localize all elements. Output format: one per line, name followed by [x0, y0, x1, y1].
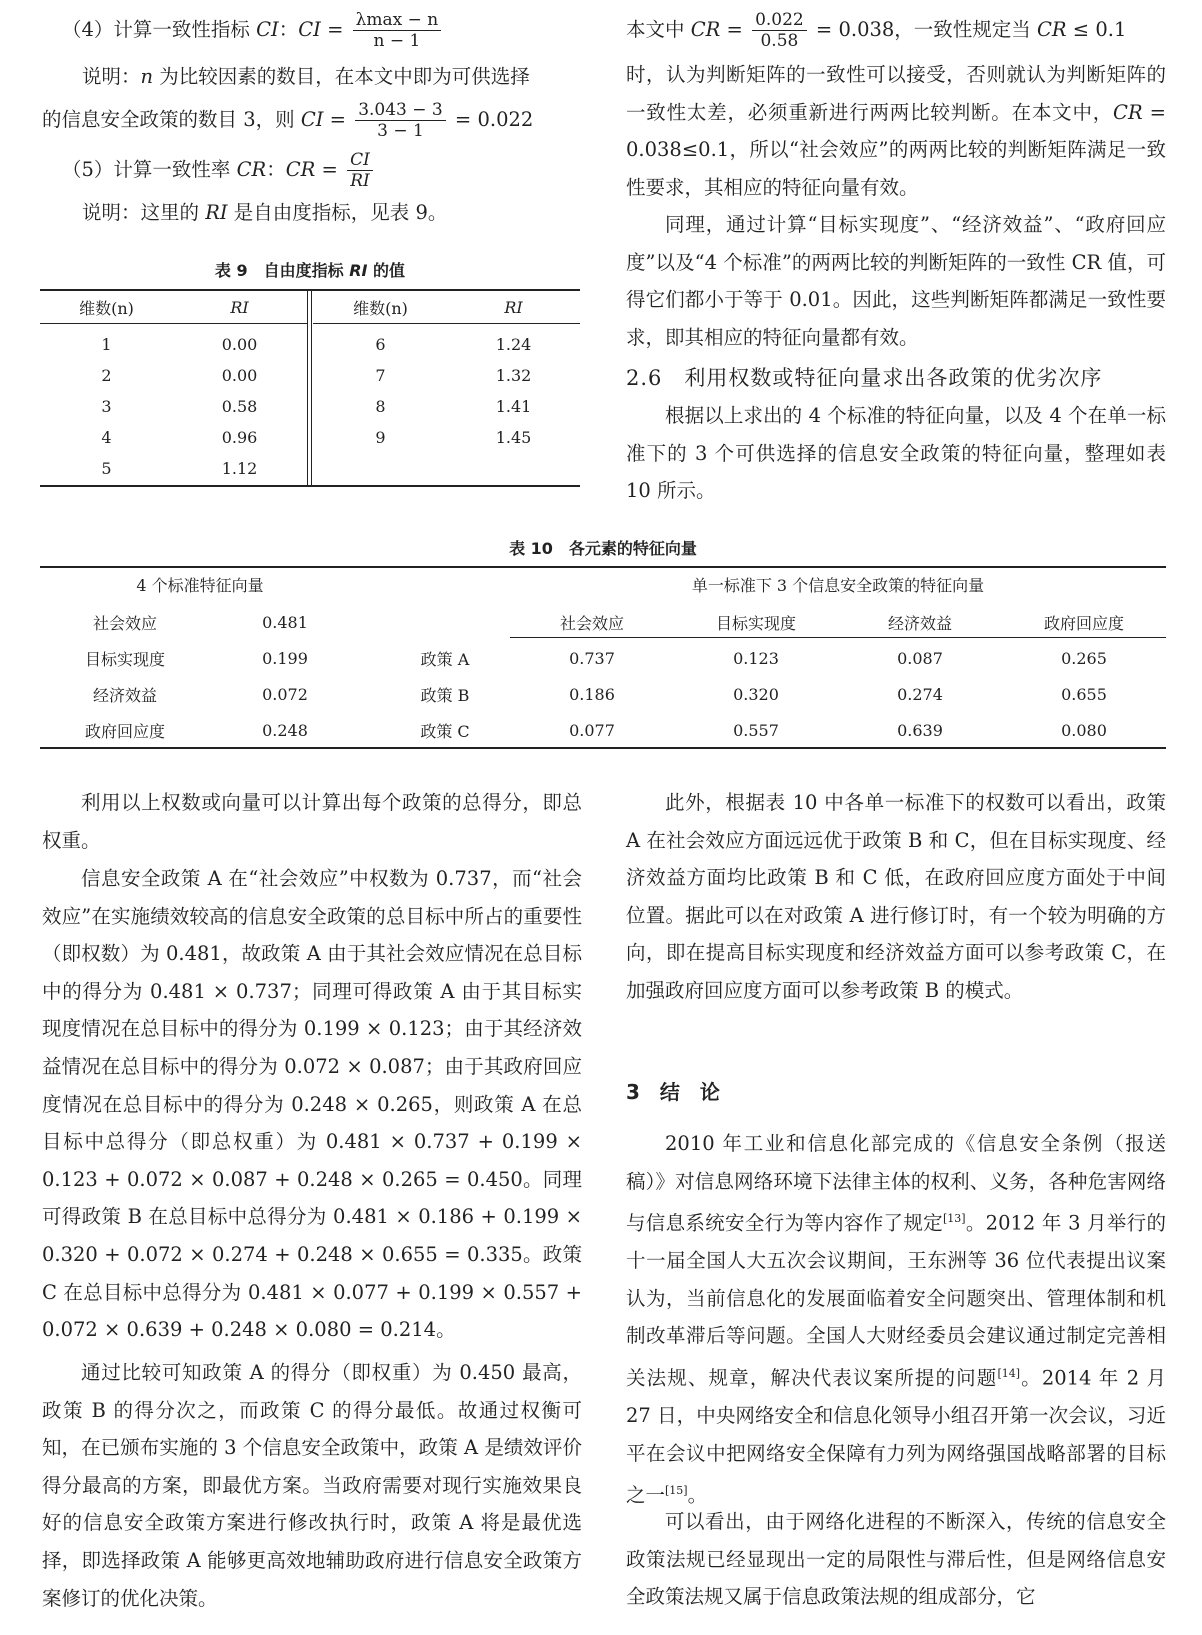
note-ri-line: 说明：这里的 RI 是自由度指标，见表 9。 [82, 201, 448, 224]
table10-caption: 表 10 各元素的特征向量 [509, 539, 697, 558]
table9-divider-2 [311, 290, 312, 486]
table9-header-ri: RI [504, 298, 523, 317]
table-row: 9 1.45 [375, 428, 532, 447]
step5-line: （5）计算一致性率 CR：CR = $\frac{CI}{RI}$ [62, 150, 582, 191]
consistency-paragraph: 时，认为判断矩阵的一致性可以接受，否则就认为判断矩阵的一致性太差，必须重新进行两两比较判断。在本文中，CR = 0.038≤0.1，所以“社会效应”的两两比较的判断矩阵满足一致性要求，其相应的特征向量有效。 [626, 63, 1166, 199]
section-heading-2-6: 2.6 利用权数或特征向量求出各政策的优劣次序 [626, 366, 1103, 390]
table10-right-header: 单一标准下 3 个信息安全政策的特征向量 [691, 576, 985, 595]
table-row: 8 1.41 [375, 397, 532, 416]
comparison-paragraph: 通过比较可知政策 A 的得分（即权重）为 0.450 最高，政策 B 的得分次之，而政策 C 的得分最低。故通过权衡可知，在已颁布实施的 3 个信息安全政策中，政策 A 是绩效评价得分最高的方案，即最优方案。当政府需要对现行实施效果良好的信息安全政策方案进行修改执行时，政策 A 将是最优选择，即选择政策 A 能够更高效地辅助政府进行信息安全政策方案修订的优化决策。 [42, 1361, 582, 1610]
table9-divider-1 [307, 290, 308, 486]
total-weight-paragraph: 利用以上权数或向量可以计算出每个政策的总得分，即总权重。 [42, 791, 582, 852]
table10-left-header: 4 个标准特征向量 [136, 576, 264, 595]
citation-15[interactable]: [15] [665, 1484, 688, 1498]
table10-sub-header-row: 社会效应 目标实现度 经济效益 政府回应度 [559, 613, 1124, 633]
table-row: 4 0.96 [101, 428, 258, 447]
table-row: 政策 B 0.186 0.320 0.274 0.655 [420, 684, 1107, 705]
cr-value-line: 本文中 CR = $\frac{0.022}{0.58}$ = 0.038，一致性规定当 CR ≤ 0.1 [626, 10, 1127, 51]
table10-top-rule [40, 566, 1166, 568]
table-row: 5 1.12 [101, 459, 258, 478]
ci-value-line: 的信息安全政策的数目 3，则 CI = $\frac{3.043 - 3}{3 - 1}$ = 0.022 [42, 100, 534, 141]
table-row: 政策 C 0.077 0.557 0.639 0.080 [420, 720, 1107, 741]
table10-criteria [40, 604, 360, 748]
note-n-line: 说明：n 为比较因素的数目，在本文中即为可供选择 [82, 65, 530, 88]
citation-14[interactable]: [14] [997, 1367, 1021, 1381]
table-row: 1 0.00 [101, 335, 258, 354]
table-row: 目标实现度 0.199 [84, 648, 308, 669]
step4-line: （4）计算一致性指标 CI：CI = $\frac{\lambda\max - n}{n - 1}$ [62, 10, 582, 51]
table-row: 经济效益 0.072 [92, 684, 308, 705]
table9-bottom-rule [40, 485, 580, 487]
table9-top-rule [40, 289, 580, 291]
citation-13[interactable]: [13] [942, 1212, 966, 1226]
table-row [314, 453, 580, 484]
cr-value-fraction: $\frac{0.022}{0.58}$ [752, 10, 807, 51]
table-row: 政府回应度 0.248 [84, 720, 308, 741]
section-heading-3: 3 结 论 [626, 1080, 720, 1104]
ci-formula-fraction: $\frac{\lambda\max - n}{n - 1}$ [353, 10, 442, 51]
table-row: 社会效应 0.481 [92, 612, 308, 633]
table9-caption: 表 9 自由度指标 RI 的值 [214, 261, 406, 280]
cr-formula-fraction: $\frac{CI}{RI}$ [347, 150, 373, 191]
table-row: 2 0.00 [101, 366, 258, 385]
improvement-paragraph: 此外，根据表 10 中各单一标准下的权数可以看出，政策 A 在社会效应方面远远优于政策 B 和 C，但在目标实现度、经济效益方面均比政策 B 和 C 低，在政府回应度方面处于中间位置。据此可以在对政策 A 进行修订时，有一个较为明确的方向，即在提高目标实现度和经济效益方面可以参考政策 C，在加强政府回应度方面可以参考政策 B 的模式。 [626, 791, 1166, 1002]
table-row: 3 0.58 [101, 397, 258, 416]
similar-paragraph: 同理，通过计算“目标实现度”、“经济效益”、“政府回应度”以及“4 个标准”的两两比较的判断矩阵的一致性 CR 值，可得它们都小于等于 0.01。因此，这些判断矩阵都满足一致性要求，即其相应的特征向量都有效。 [626, 213, 1166, 349]
table9-header-row [314, 292, 580, 323]
limitation-paragraph: 可以看出，由于网络化进程的不断深入，传统的信息安全政策法规已经显现出一定的局限性与滞后性，但是网络信息安全政策法规又属于信息政策法规的组成部分，它 [626, 1510, 1166, 1609]
table10-policies [380, 604, 1166, 748]
table9-header-dim: 维数(n) [79, 299, 134, 318]
table-row: 6 1.24 [375, 335, 532, 354]
table9-left [40, 292, 306, 484]
ci-value-fraction: $\frac{3.043 - 3}{3 - 1}$ [355, 100, 446, 141]
table9-header-row [40, 292, 306, 323]
policy-a-score-paragraph: 信息安全政策 A 在“社会效应”中权数为 0.737，而“社会效应”在实施绩效较高的信息安全政策的总目标中所占的重要性（即权数）为 0.481，故政策 A 由于其社会效应情况在总目标中的得分为 0.481 × 0.737；同理可得政策 A 由于其目标实现度情况在总目标中的得分为 0.199 × 0.123；由于其经济效益情况在总目标中的得分为 0.072 × 0.087；由于其政府回应度情况在总目标中的得分为 0.248 × 0.265，则政策 A 在总目标中总得分（即总权重）为 0.481 × 0.737 + 0.199 × 0.123 + 0.072 × 0.087 + 0.248 × 0.265 = 0.450。同理可得政策 B 在总目标中总得分为 0.481 × 0.186 + 0.199 × 0.320 + 0.072 × 0.274 + 0.248 × 0.655 = 0.335。政策 C 在总目标中总得分为 0.481 × 0.077 + 0.199 × 0.557 + 0.072 × 0.639 + 0.248 × 0.080 = 0.214。 [42, 867, 582, 1342]
table9-header-dim: 维数(n) [353, 299, 408, 318]
table-row: 政策 A 0.737 0.123 0.087 0.265 [420, 648, 1107, 669]
table9-header-ri: RI [230, 298, 249, 317]
regulation-history-paragraph: 2010 年工业和信息化部完成的《信息安全条例（报送稿）》对信息网络环境下法律主体的权利、义务，各种危害网络与信息系统安全行为等内容作了规定[13]。2012 年 3 月举行的十一届全国人大五次会议期间，王东洲等 36 位代表提出议案认为，当前信息化的发展面临着安全问题突出、管理体制和机制改革滞后等问题。全国人大财经委员会建议通过制定完善相关法规、规章，解决代表议案所提的问题[14]。2014 年 2 月 27 日，中央网络安全和信息化领导小组召开第一次会议，习近平在会议中把网络安全保障有力列为网络强国战略部署的目标之一[15]。 [626, 1132, 1166, 1507]
table9-right [314, 292, 580, 484]
table-row: 7 1.32 [375, 366, 532, 385]
table10-intro-paragraph: 根据以上求出的 4 个标准的特征向量，以及 4 个在单一标准下的 3 个可供选择的信息安全政策的特征向量，整理如表 10 所示。 [626, 404, 1166, 503]
